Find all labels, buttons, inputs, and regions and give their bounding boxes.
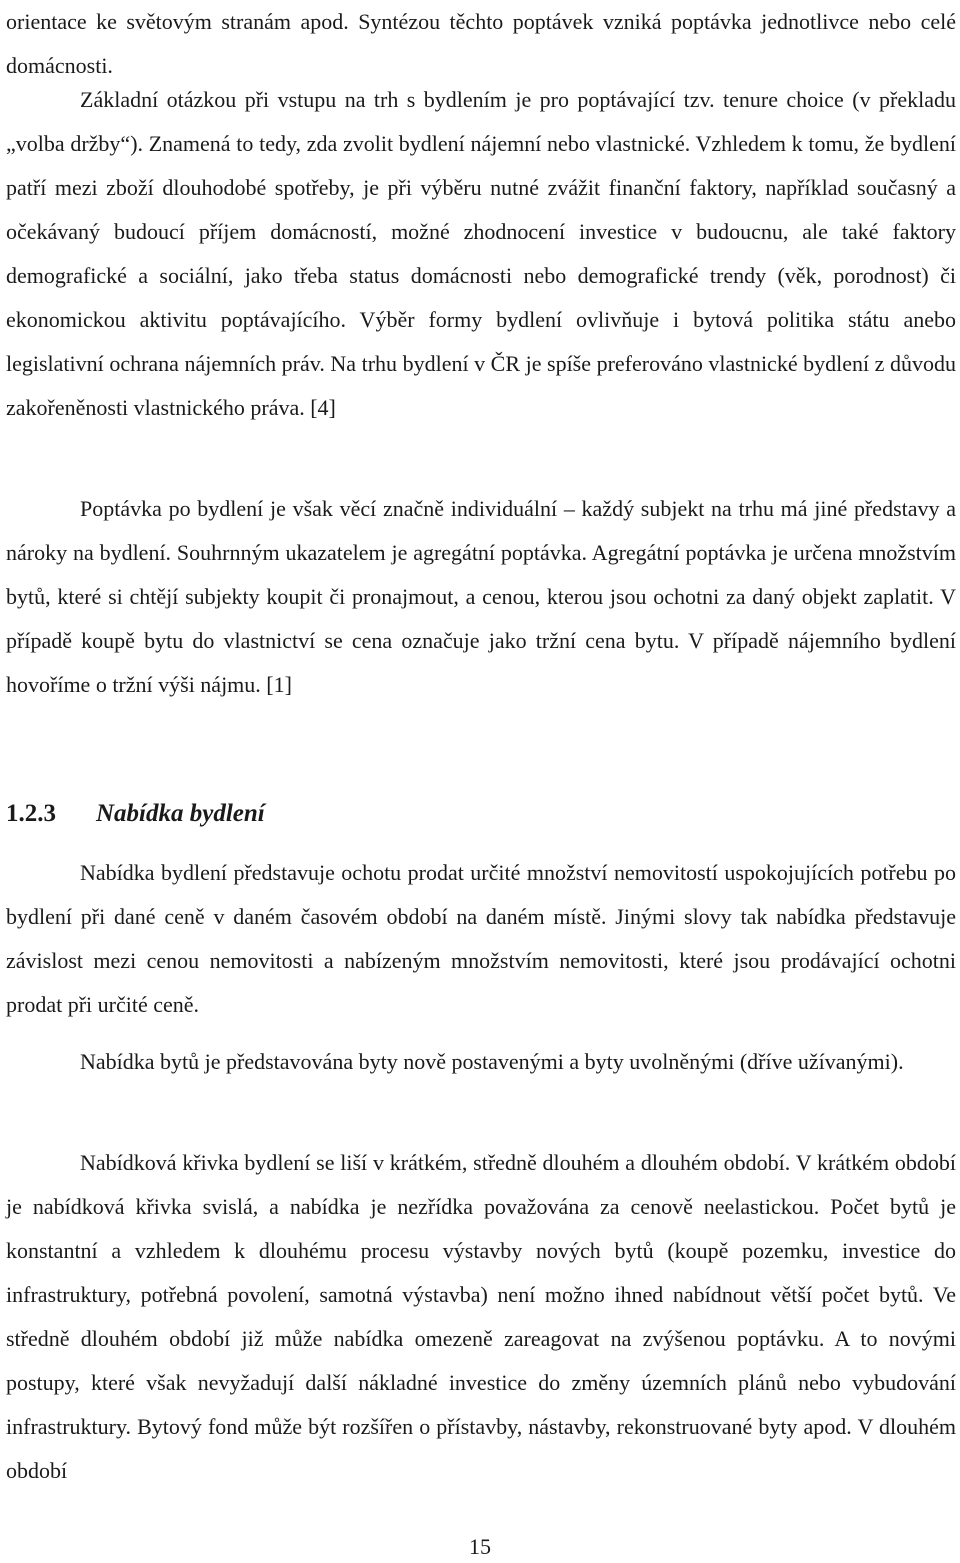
paragraph-5: Nabídka bytů je představována byty nově postavenými a byty uvolněnými (dříve užívanými). [80,1049,904,1074]
paragraph-1: orientace ke světovým stranám apod. Syntézou těchto poptávek vzniká poptávka jednotlivce nebo celé domácnosti. [6,9,956,78]
section-heading [6,792,265,836]
section-title: Nabídka bydlení [96,800,265,827]
paragraph-2: Základní otázkou při vstupu na trh s bydlením je pro poptávající tzv. tenure choice (v překladu „volba držby“). Znamená to tedy, zda zvolit bydlení nájemní nebo vlastnické. Vzhledem k tomu, že bydlení patří mezi zboží dlouhodobé spotřeby, je při výběru nutné zvážit finanční faktory, například současný a očekávaný budoucí příjem domácností, možné zhodnocení investice v budoucnu, ale také faktory demografické a sociální, jako třeba status domácnosti nebo demografické trendy (věk, porodnost) či ekonomickou aktivitu poptávajícího. Výběr formy bydlení ovlivňuje i bytová politika státu anebo legislativní ochrana nájemních práv. Na trhu bydlení v ČR je spíše preferováno vlastnické bydlení z důvodu zakořeněnosti vlastnického práva. [4] [6,87,956,420]
paragraph-3: Poptávka po bydlení je však věcí značně individuální – každý subjekt na trhu má jiné představy a nároky na bydlení. Souhrnným ukazatelem je agregátní poptávka. Agregátní poptávka je určena množstvím bytů, které si chtějí subjekty koupit či pronajmout, a cenou, kterou jsou ochotni za daný objekt zaplatit. V případě koupě bytu do vlastnictví se cena označuje jako tržní cena bytu. V případě nájemního bydlení hovoříme o tržní výši nájmu. [1] [6,496,956,697]
section-number: 1.2.3 [6,800,56,827]
paragraph-4: Nabídka bydlení představuje ochotu prodat určité množství nemovitostí uspokojujících potřebu po bydlení při dané ceně v daném časovém období na daném místě. Jinými slovy tak nabídka představuje závislost mezi cenou nemovitosti a nabízeným množstvím nemovitosti, které jsou prodávající ochotni prodat při určité ceně. [6,860,956,1017]
page-number: 15 [469,1534,491,1559]
paragraph-6: Nabídková křivka bydlení se liší v krátkém, středně dlouhém a dlouhém období. V krátkém období je nabídková křivka svislá, a nabídka je nezřídka považována za cenově neelastickou. Počet bytů je konstantní a vzhledem k dlouhému procesu výstavby nových bytů (koupě pozemku, investice do infrastruktury, potřebná povolení, samotná výstavba) není možno ihned nabídnout větší počet bytů. Ve středně dlouhém období již může nabídka omezeně zareagovat na zvýšenou poptávku. A to novými postupy, které však nevyžadují další nákladné investice do změny územních plánů nebo vybudování infrastruktury. Bytový fond může být rozšířen o přístavby, nástavby, rekonstruované byty apod. V dlouhém období [6,1150,956,1483]
